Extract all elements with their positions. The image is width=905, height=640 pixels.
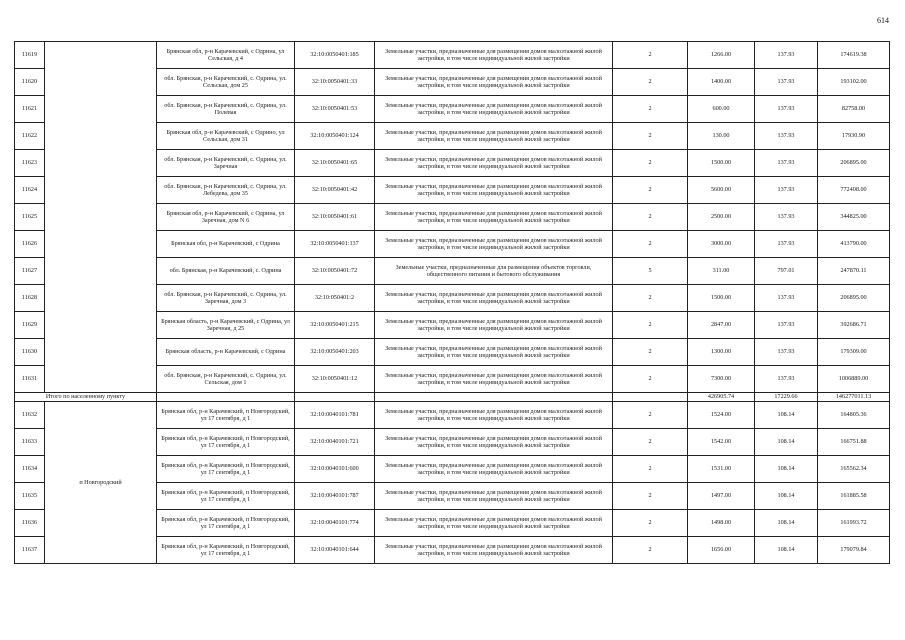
cell-group: 2 <box>613 150 688 177</box>
locality-cell: п Новгородский <box>45 402 157 564</box>
cell-group: 2 <box>613 231 688 258</box>
cell-value: 17930.90 <box>818 123 890 150</box>
cell-address: Брянская обл, р-н Карачевский, с Одрино, ул Сельская, дом 31 <box>157 123 295 150</box>
cell-num: 11633 <box>15 429 45 456</box>
cell-cadastral: 32:10:0050401:65 <box>295 150 375 177</box>
cell-area: 311.00 <box>688 258 755 285</box>
table-row <box>15 42 890 69</box>
cell-group: 2 <box>613 96 688 123</box>
cell-use: Земельные участки, предназначенные для размещения домов малоэтажной жилой застройки, в том числе индивидуальной жилой застройки <box>375 123 613 150</box>
cell-value: 161885.58 <box>818 483 890 510</box>
cell-value: 247870.11 <box>818 258 890 285</box>
cell-cadastral: 32:10:0050401:137 <box>295 231 375 258</box>
cell-rate: 137.93 <box>755 96 818 123</box>
cell-value: 392686.71 <box>818 312 890 339</box>
cell-cadastral: 32:10:0040101:721 <box>295 429 375 456</box>
cell-group: 2 <box>613 402 688 429</box>
cell-num: 11622 <box>15 123 45 150</box>
cell-value: 165562.34 <box>818 456 890 483</box>
cell-area: 1300.00 <box>688 339 755 366</box>
total-row <box>15 393 890 402</box>
cell-cadastral: 32:10:0040101:644 <box>295 537 375 564</box>
cell-use: Земельные участки, предназначенные для размещения домов малоэтажной жилой застройки, в том числе индивидуальной жилой застройки <box>375 69 613 96</box>
cell-address: Брянская область, р-н Карачевский, с Одрина, ул Заречная, д 25 <box>157 312 295 339</box>
cell-value: 1006889.00 <box>818 366 890 393</box>
cell-group: 2 <box>613 312 688 339</box>
cell-use: Земельные участки, предназначенные для размещения домов малоэтажной жилой застройки, в том числе индивидуальной жилой застройки <box>375 339 613 366</box>
cell-rate: 108.14 <box>755 429 818 456</box>
table-total-section <box>15 393 890 402</box>
cell-area: 2500.00 <box>688 204 755 231</box>
cell-cadastral: 32:10:0050401:12 <box>295 366 375 393</box>
cell-num: 11629 <box>15 312 45 339</box>
cell-address: Брянская обл, р-н Карачевский, п Новгородский, ул 17 сентября, д 1 <box>157 429 295 456</box>
cell-group: 2 <box>613 42 688 69</box>
cell-use: Земельные участки, предназначенные для размещения домов малоэтажной жилой застройки, в том числе индивидуальной жилой застройки <box>375 537 613 564</box>
cell-use: Земельные участки, предназначенные для размещения домов малоэтажной жилой застройки, в том числе индивидуальной жилой застройки <box>375 285 613 312</box>
cell-rate: 108.14 <box>755 456 818 483</box>
cell-rate: 137.93 <box>755 123 818 150</box>
cell-area: 1497.00 <box>688 483 755 510</box>
total-empty-cell <box>613 393 688 402</box>
cell-address: Брянская обл, р-н Карачевский, п Новгородский, ул 17 сентября, д 1 <box>157 402 295 429</box>
cell-rate: 137.93 <box>755 204 818 231</box>
cell-num: 11634 <box>15 456 45 483</box>
cell-cadastral: 32:10:0040101:781 <box>295 402 375 429</box>
cell-group: 2 <box>613 483 688 510</box>
cell-cadastral: 32:10:050401:2 <box>295 285 375 312</box>
cell-group: 2 <box>613 510 688 537</box>
cell-area: 2847.00 <box>688 312 755 339</box>
cell-use: Земельные участки, предназначенные для размещения домов малоэтажной жилой застройки, в том числе индивидуальной жилой застройки <box>375 366 613 393</box>
cell-use: Земельные участки, предназначенные для размещения домов малоэтажной жилой застройки, в том числе индивидуальной жилой застройки <box>375 402 613 429</box>
cell-num: 11635 <box>15 483 45 510</box>
cell-area: 1498.00 <box>688 510 755 537</box>
cell-value: 179309.00 <box>818 339 890 366</box>
cell-area: 3000.00 <box>688 231 755 258</box>
cell-cadastral: 32:10:0040101:774 <box>295 510 375 537</box>
cell-group: 2 <box>613 123 688 150</box>
cell-rate: 108.14 <box>755 510 818 537</box>
cell-address: обл. Брянская, р-н Карачевский, с. Одрина, ул. Заречная, дом 3 <box>157 285 295 312</box>
cell-rate: 108.14 <box>755 537 818 564</box>
cell-value: 174619.38 <box>818 42 890 69</box>
cell-use: Земельные участки, предназначенные для размещения домов малоэтажной жилой застройки, в том числе индивидуальной жилой застройки <box>375 204 613 231</box>
cell-cadastral: 32:10:0050401:53 <box>295 96 375 123</box>
cell-num: 11621 <box>15 96 45 123</box>
cell-num: 11625 <box>15 204 45 231</box>
cell-area: 1524.00 <box>688 402 755 429</box>
cell-group: 2 <box>613 429 688 456</box>
cell-num: 11624 <box>15 177 45 204</box>
cell-address: обл. Брянская, р-н Карачевский, с. Одрина, ул. Сельская, дом 1 <box>157 366 295 393</box>
cell-rate: 137.93 <box>755 69 818 96</box>
cell-address: Брянская обл, р-н Карачевский, с Одрина, ул Сельская, д 4 <box>157 42 295 69</box>
cell-value: 206895.00 <box>818 285 890 312</box>
cell-rate: 137.93 <box>755 312 818 339</box>
total-value: 146277011.13 <box>818 393 890 402</box>
cell-area: 1266.00 <box>688 42 755 69</box>
cell-num: 11636 <box>15 510 45 537</box>
cell-address: Брянская обл, р-н Карачевский, п Новгородский, ул 17 сентября, д 1 <box>157 510 295 537</box>
cell-address: Брянская обл, р-н Карачевский, с Одрина <box>157 231 295 258</box>
cell-address: обл. Брянская, р-н Карачевский, с. Одрина, ул. Сельская, дом 25 <box>157 69 295 96</box>
cell-use: Земельные участки, предназначенные для размещения домов малоэтажной жилой застройки, в том числе индивидуальной жилой застройки <box>375 510 613 537</box>
cell-area: 1542.00 <box>688 429 755 456</box>
cell-address: Брянская обл, р-н Карачевский, с Одрина, ул Заречная, дом N 6 <box>157 204 295 231</box>
cell-address: Брянская обл, р-н Карачевский, п Новгородский, ул 17 сентября, д 1 <box>157 456 295 483</box>
total-area: 426905.74 <box>688 393 755 402</box>
cell-rate: 137.93 <box>755 177 818 204</box>
locality-cell <box>45 42 157 393</box>
table-body-novgorodsky <box>15 402 890 564</box>
cell-group: 2 <box>613 285 688 312</box>
cell-group: 2 <box>613 177 688 204</box>
table-body-odrina <box>15 42 890 393</box>
cell-value: 413790.00 <box>818 231 890 258</box>
cell-value: 82758.00 <box>818 96 890 123</box>
cadastral-value-table <box>14 41 890 564</box>
total-empty-cell <box>295 393 375 402</box>
cell-use: Земельные участки, предназначенные для размещения домов малоэтажной жилой застройки, в том числе индивидуальной жилой застройки <box>375 456 613 483</box>
cell-area: 1656.00 <box>688 537 755 564</box>
cell-num: 11630 <box>15 339 45 366</box>
cell-value: 206895.00 <box>818 150 890 177</box>
cell-value: 164805.36 <box>818 402 890 429</box>
cell-use: Земельные участки, предназначенные для размещения домов малоэтажной жилой застройки, в том числе индивидуальной жилой застройки <box>375 312 613 339</box>
cell-rate: 137.93 <box>755 366 818 393</box>
cell-cadastral: 32:10:0040101:600 <box>295 456 375 483</box>
cell-address: Брянская обл, р-н Карачевский, п Новгородский, ул 17 сентября, д 1 <box>157 537 295 564</box>
cell-group: 2 <box>613 537 688 564</box>
cell-num: 11627 <box>15 258 45 285</box>
cell-value: 179079.84 <box>818 537 890 564</box>
cell-num: 11632 <box>15 402 45 429</box>
cell-cadastral: 32:10:0050401:33 <box>295 69 375 96</box>
cell-rate: 797.01 <box>755 258 818 285</box>
cell-value: 166751.88 <box>818 429 890 456</box>
cell-use: Земельные участки, предназначенные для размещения домов малоэтажной жилой застройки, в том числе индивидуальной жилой застройки <box>375 150 613 177</box>
cell-rate: 137.93 <box>755 231 818 258</box>
cell-num: 11637 <box>15 537 45 564</box>
cell-group: 2 <box>613 366 688 393</box>
cell-address: обл. Брянская, р-н Карачевский, с. Одрина, ул. Лебедева, дом 35 <box>157 177 295 204</box>
cell-use: Земельные участки, предназначенные для размещения объектов торговли, общественного питания и бытового обслуживания <box>375 258 613 285</box>
cell-cadastral: 32:10:0050401:185 <box>295 42 375 69</box>
cell-rate: 137.93 <box>755 150 818 177</box>
cell-cadastral: 32:10:0050401:215 <box>295 312 375 339</box>
cell-area: 1500.00 <box>688 150 755 177</box>
cell-area: 1500.00 <box>688 285 755 312</box>
cell-use: Земельные участки, предназначенные для размещения домов малоэтажной жилой застройки, в том числе индивидуальной жилой застройки <box>375 42 613 69</box>
cell-rate: 108.14 <box>755 402 818 429</box>
cell-use: Земельные участки, предназначенные для размещения домов малоэтажной жилой застройки, в том числе индивидуальной жилой застройки <box>375 177 613 204</box>
cell-rate: 137.93 <box>755 339 818 366</box>
cell-area: 600.00 <box>688 96 755 123</box>
cell-area: 1400.00 <box>688 69 755 96</box>
cell-address: Брянская обл, р-н Карачевский, п Новгородский, ул 17 сентября, д 1 <box>157 483 295 510</box>
cell-use: Земельные участки, предназначенные для размещения домов малоэтажной жилой застройки, в том числе индивидуальной жилой застройки <box>375 429 613 456</box>
cell-num: 11631 <box>15 366 45 393</box>
cell-group: 5 <box>613 258 688 285</box>
cell-value: 161993.72 <box>818 510 890 537</box>
cell-group: 2 <box>613 456 688 483</box>
cell-group: 2 <box>613 69 688 96</box>
cell-area: 1531.00 <box>688 456 755 483</box>
total-empty-cell <box>157 393 295 402</box>
total-empty-cell <box>375 393 613 402</box>
cell-cadastral: 32:10:0040101:787 <box>295 483 375 510</box>
cell-address: обл. Брянская, р-н Карачевский, с. Одрина, ул. Полевая <box>157 96 295 123</box>
cell-area: 5600.00 <box>688 177 755 204</box>
cell-num: 11626 <box>15 231 45 258</box>
cell-value: 193102.00 <box>818 69 890 96</box>
page-number: 614 <box>877 16 889 25</box>
cell-rate: 108.14 <box>755 483 818 510</box>
cell-num: 11628 <box>15 285 45 312</box>
cell-address: обл. Брянская, р-н Карачевский, с. Одрина, ул. Заречная <box>157 150 295 177</box>
cell-num: 11620 <box>15 69 45 96</box>
cell-group: 2 <box>613 339 688 366</box>
cell-value: 772408.00 <box>818 177 890 204</box>
cell-use: Земельные участки, предназначенные для размещения домов малоэтажной жилой застройки, в том числе индивидуальной жилой застройки <box>375 96 613 123</box>
cell-value: 344825.00 <box>818 204 890 231</box>
cell-cadastral: 32:10:0050401:203 <box>295 339 375 366</box>
cell-cadastral: 32:10:0050401:124 <box>295 123 375 150</box>
cell-group: 2 <box>613 204 688 231</box>
table-row <box>15 402 890 429</box>
cell-cadastral: 32:10:0050401:42 <box>295 177 375 204</box>
cell-area: 7300.00 <box>688 366 755 393</box>
cell-cadastral: 32:10:0050401:61 <box>295 204 375 231</box>
cell-num: 11623 <box>15 150 45 177</box>
cell-address: Брянская область, р-н Карачевский, с Одрина <box>157 339 295 366</box>
cell-rate: 137.93 <box>755 285 818 312</box>
total-rate: 17229.66 <box>755 393 818 402</box>
cell-num: 11619 <box>15 42 45 69</box>
cell-area: 130.00 <box>688 123 755 150</box>
cell-use: Земельные участки, предназначенные для размещения домов малоэтажной жилой застройки, в том числе индивидуальной жилой застройки <box>375 231 613 258</box>
cell-rate: 137.93 <box>755 42 818 69</box>
cell-address: обл. Брянская, р-н Карачевский, с. Одрина <box>157 258 295 285</box>
cell-cadastral: 32:10:0050401:72 <box>295 258 375 285</box>
cell-use: Земельные участки, предназначенные для размещения домов малоэтажной жилой застройки, в том числе индивидуальной жилой застройки <box>375 483 613 510</box>
total-label: Итого по населенному пункту <box>15 393 157 402</box>
